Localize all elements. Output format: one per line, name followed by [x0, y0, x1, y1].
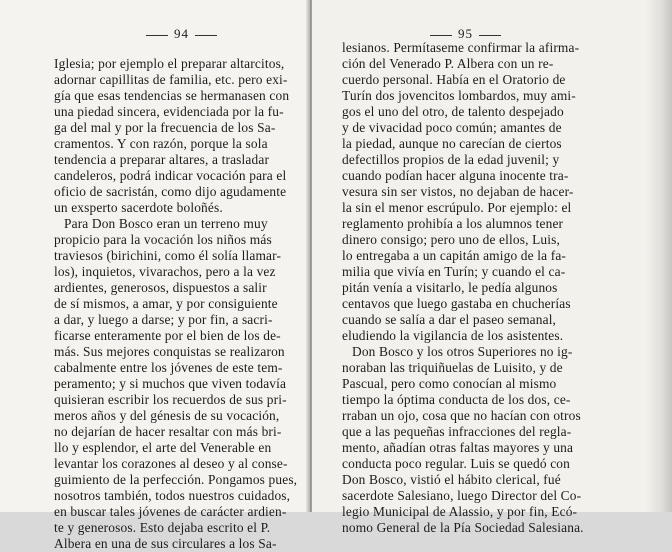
- text-line: legio Municipal de Alassio, y por fin, Ecó-: [342, 504, 578, 519]
- right-page-body: [342, 40, 594, 536]
- text-line: gos el uno del otro, de talento despejado: [342, 104, 564, 119]
- text-line: pitán venía a visitarlo, le pedía algunos: [342, 280, 558, 295]
- text-line: la sin el menor escrúpulo. Por ejemplo: el: [342, 200, 572, 215]
- text-line: gía que esas tendencias se hermanasen con: [54, 88, 290, 103]
- text-line: Turín dos jovencitos lombardos, muy ami-: [342, 88, 576, 103]
- text-line: ficarse enteramente por el bien de los de-: [54, 328, 281, 343]
- left-page-number: [140, 26, 223, 42]
- text-line: no dejarían de hacer resaltar con más bri-: [54, 424, 282, 439]
- text-line: rraban un ojo, cosa que no hacían con otros: [342, 408, 581, 423]
- text-line: milia que vivía en Turín; y cuando el ca-: [342, 264, 566, 279]
- text-line: cuerdo personal. Había en el Oratorio de: [342, 72, 566, 87]
- right-page: [312, 0, 672, 535]
- right-dash-before: [430, 35, 452, 36]
- left-dash-after: [195, 35, 217, 36]
- text-line: conducta poco regular. Luis se quedó con: [342, 456, 570, 471]
- text-line: Albera en una de sus circulares a los Sa-: [54, 536, 277, 551]
- text-line: noraban las triquiñuelas de Luisito, y de: [342, 360, 563, 375]
- text-line: tendencia a preparar altares, a trasladar: [54, 152, 270, 167]
- text-line: dinero consigo; pero uno de ellos, Luis,: [342, 232, 560, 247]
- text-line: Don Bosco y los otros Superiores no ig-: [352, 344, 573, 359]
- text-line: defectillos propios de la edad juvenil; y: [342, 152, 560, 167]
- text-line: a dar, y luego a darse; y por fin, a sacri-: [54, 312, 273, 327]
- text-line: cuando podían hacer alguna inocente tra-: [342, 168, 569, 183]
- left-page-number-text: 94: [174, 26, 189, 41]
- text-line: adornar capillitas de familia, etc. pero exi-: [54, 72, 288, 87]
- text-line: sacerdote Salesiano, luego Director del Co-: [342, 488, 582, 503]
- right-dash-after: [479, 35, 501, 36]
- text-line: Pascual, pero como conocían al mismo: [342, 376, 557, 391]
- text-line: cuando se salía a dar el paseo semanal,: [342, 312, 557, 327]
- text-line: en buscar tales jóvenes de carácter ardien-: [54, 504, 287, 519]
- text-line: una piedad sincera, evidenciada por la fu-: [54, 104, 284, 119]
- text-line: oficio de sacristán, como dijo agudamente: [54, 184, 287, 199]
- text-line: meros años y del génesis de su vocación,: [54, 408, 280, 423]
- page-edge-shadow: [646, 0, 672, 512]
- text-line: y de vivacidad poco común; amantes de: [342, 120, 562, 135]
- text-line: un exsperto sacerdote boloñés.: [54, 200, 223, 215]
- text-line: la piedad, aunque no carecían de ciertos: [342, 136, 562, 151]
- right-page-number-text: 95: [458, 26, 473, 41]
- text-line: reglamento prohibía a los alumnos tener: [342, 216, 564, 231]
- text-line: quisieran escribir los recuerdos de sus pri-: [54, 392, 287, 407]
- text-line: centavos que luego gastaba en chucherías: [342, 296, 571, 311]
- text-line: lo entregaba a un capitán amigo de la fa-: [342, 248, 567, 263]
- text-line: vesura sin ser vistos, no dejaban de hacer-: [342, 184, 574, 199]
- text-line: los), inquietos, vivarachos, pero a la vez: [54, 264, 276, 279]
- text-line: nosotros también, todos nuestros cuidados,: [54, 488, 291, 503]
- text-line: mento, añadían otras faltas mayores y una: [342, 440, 574, 455]
- text-line: llo y esplendor, el arte del Venerable en: [54, 440, 272, 455]
- left-dash-before: [146, 35, 168, 36]
- text-line: levantar los corazones al deseo y al conse-: [54, 456, 288, 471]
- text-line: peramento; y si muchos que viven todavía: [54, 376, 287, 391]
- text-line: propicio para la vocación los niños más: [54, 232, 272, 247]
- text-line: tiempo la óptima conducta de los dos, ce-: [342, 392, 571, 407]
- left-page: [0, 0, 312, 551]
- text-line: más. Sus mejores conquistas se realizaron: [54, 344, 285, 359]
- text-line: que a las pequeñas infracciones del regla-: [342, 424, 572, 439]
- text-line: de sí mismos, a amar, y por consiguiente: [54, 296, 278, 311]
- text-line: candeleros, podrá indicar vocación para el: [54, 168, 287, 183]
- text-line: ción del Venerado P. Albera con un re-: [342, 56, 554, 71]
- left-page-body: [54, 56, 298, 552]
- text-line: Iglesia; por ejemplo el preparar altarcitos,: [54, 56, 285, 71]
- text-line: cabalmente entre los jóvenes de este tem-: [54, 360, 283, 375]
- text-line: eludiendo la vigilancia de los asistentes.: [342, 328, 564, 343]
- text-line: cramentos. Y con razón, porque la sola: [54, 136, 268, 151]
- text-line: lesianos. Permítaseme confirmar la afirma-: [342, 40, 580, 55]
- text-line: guimiento de la perfección. Pongamos pues,: [54, 472, 298, 487]
- text-line: nomo General de la Pía Sociedad Salesiana.: [342, 520, 584, 535]
- text-line: te y generosos. Esto dejaba escrito el P.: [54, 520, 271, 535]
- text-line: Para Don Bosco eran un terreno muy: [64, 216, 268, 231]
- text-line: ga del mal y por la frecuencia de los Sa-: [54, 120, 276, 135]
- text-line: traviesos (birichini, como él solía llamar-: [54, 248, 282, 263]
- text-line: ardientes, generosos, dispuestos a salir: [54, 280, 267, 295]
- text-line: Don Bosco, vistió el hábito clerical, fué: [342, 472, 561, 487]
